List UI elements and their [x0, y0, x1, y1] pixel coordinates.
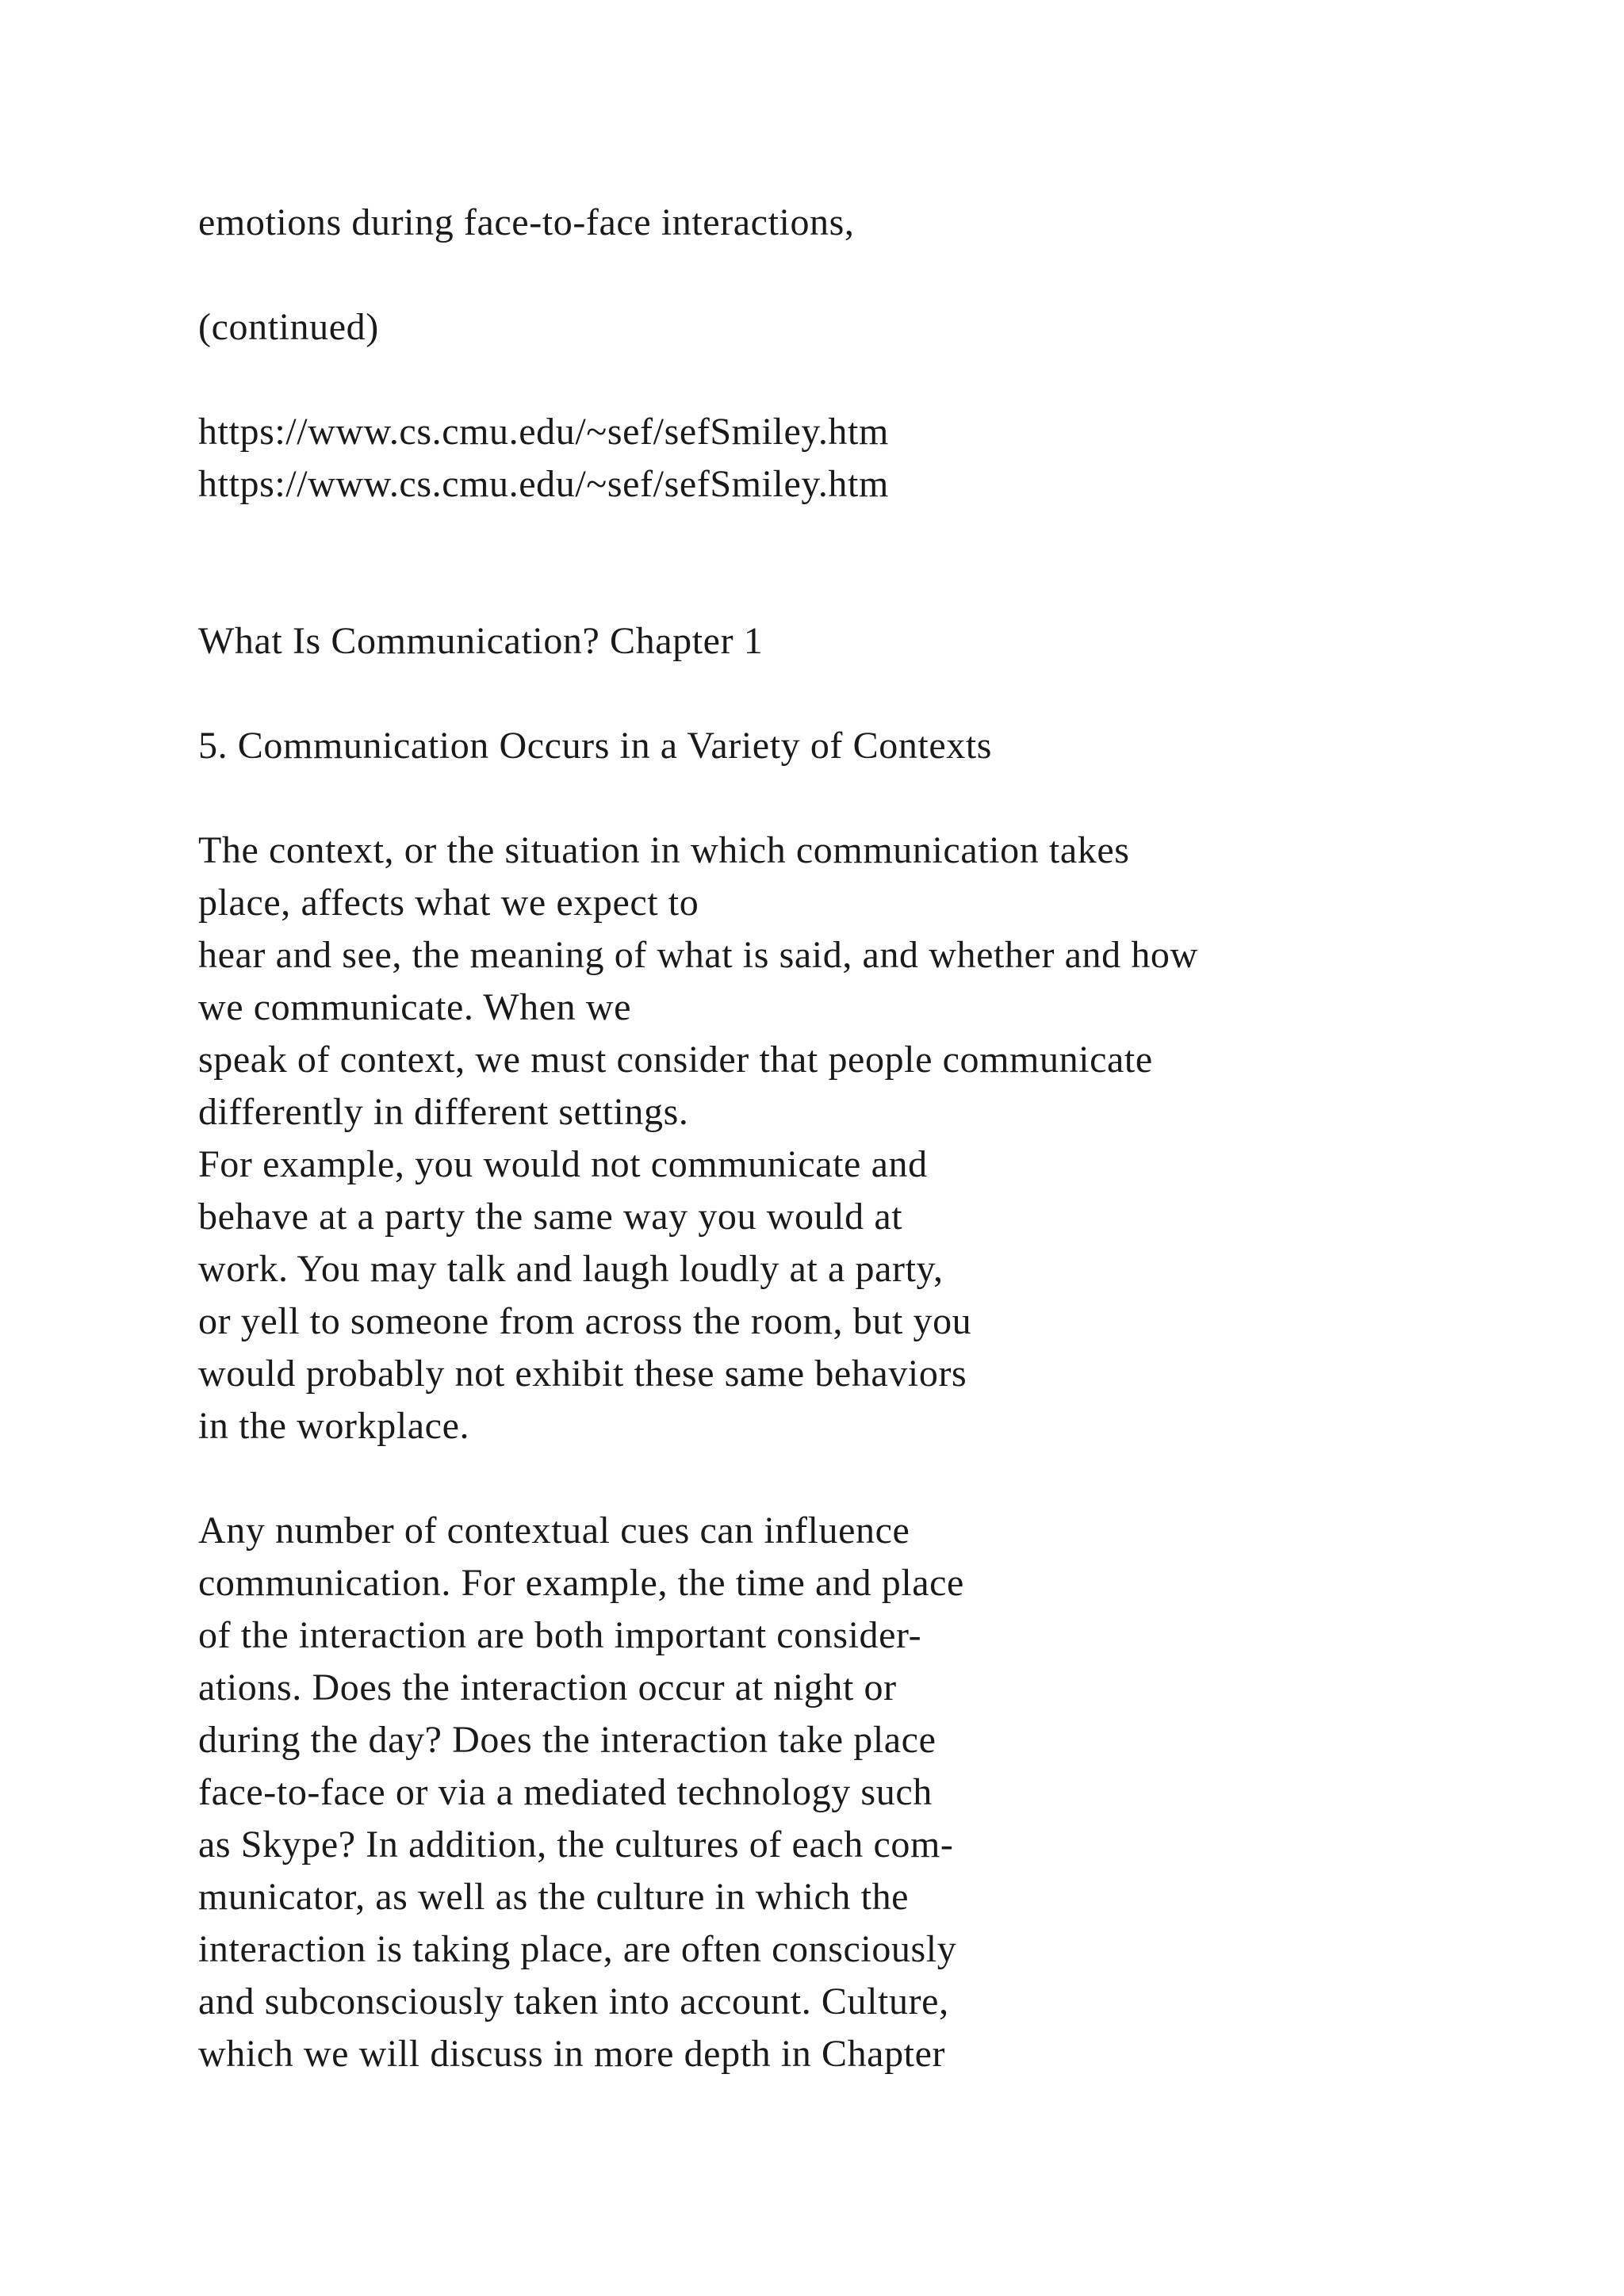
- text-line: (continued): [198, 306, 379, 348]
- text-line: we communicate. When we: [198, 986, 632, 1028]
- text-line: communication. For example, the time and place: [198, 1562, 964, 1604]
- url-line: https://www.cs.cmu.edu/~sef/sefSmiley.htm: [198, 411, 889, 453]
- text-line: speak of context, we must consider that people communicate: [198, 1039, 1153, 1081]
- text-line: interaction is taking place, are often consciously: [198, 1928, 957, 1970]
- text-line: differently in different settings.: [198, 1091, 689, 1133]
- text-line: of the interaction are both important consider-: [198, 1614, 922, 1656]
- chapter-header: What Is Communication? Chapter 1: [198, 620, 764, 662]
- text-line: face-to-face or via a mediated technology such: [198, 1771, 933, 1813]
- text-line: emotions during face-to-face interactions,: [198, 201, 855, 243]
- section-heading: 5. Communication Occurs in a Variety of Contexts: [198, 725, 993, 767]
- text-line: in the workplace.: [198, 1405, 470, 1447]
- text-line: as Skype? In addition, the cultures of each com-: [198, 1823, 954, 1866]
- text-line: Any number of contextual cues can influence: [198, 1510, 910, 1552]
- text-line: during the day? Does the interaction take place: [198, 1719, 936, 1761]
- text-line: and subconsciously taken into account. Culture,: [198, 1980, 949, 2022]
- text-line: which we will discuss in more depth in Chapter: [198, 2033, 946, 2075]
- text-line: municator, as well as the culture in which the: [198, 1876, 910, 1918]
- url-line: https://www.cs.cmu.edu/~sef/sefSmiley.htm: [198, 463, 889, 505]
- text-line: place, affects what we expect to: [198, 882, 699, 924]
- text-line: The context, or the situation in which communication takes: [198, 829, 1130, 871]
- text-line: or yell to someone from across the room, but you: [198, 1300, 972, 1342]
- text-line: work. You may talk and laugh loudly at a party,: [198, 1248, 944, 1290]
- text-line: would probably not exhibit these same behaviors: [198, 1353, 967, 1395]
- text-line: behave at a party the same way you would at: [198, 1196, 903, 1238]
- text-line: hear and see, the meaning of what is said, and whether and how: [198, 934, 1198, 976]
- text-line: ations. Does the interaction occur at night or: [198, 1667, 897, 1709]
- text-line: For example, you would not communicate and: [198, 1143, 928, 1185]
